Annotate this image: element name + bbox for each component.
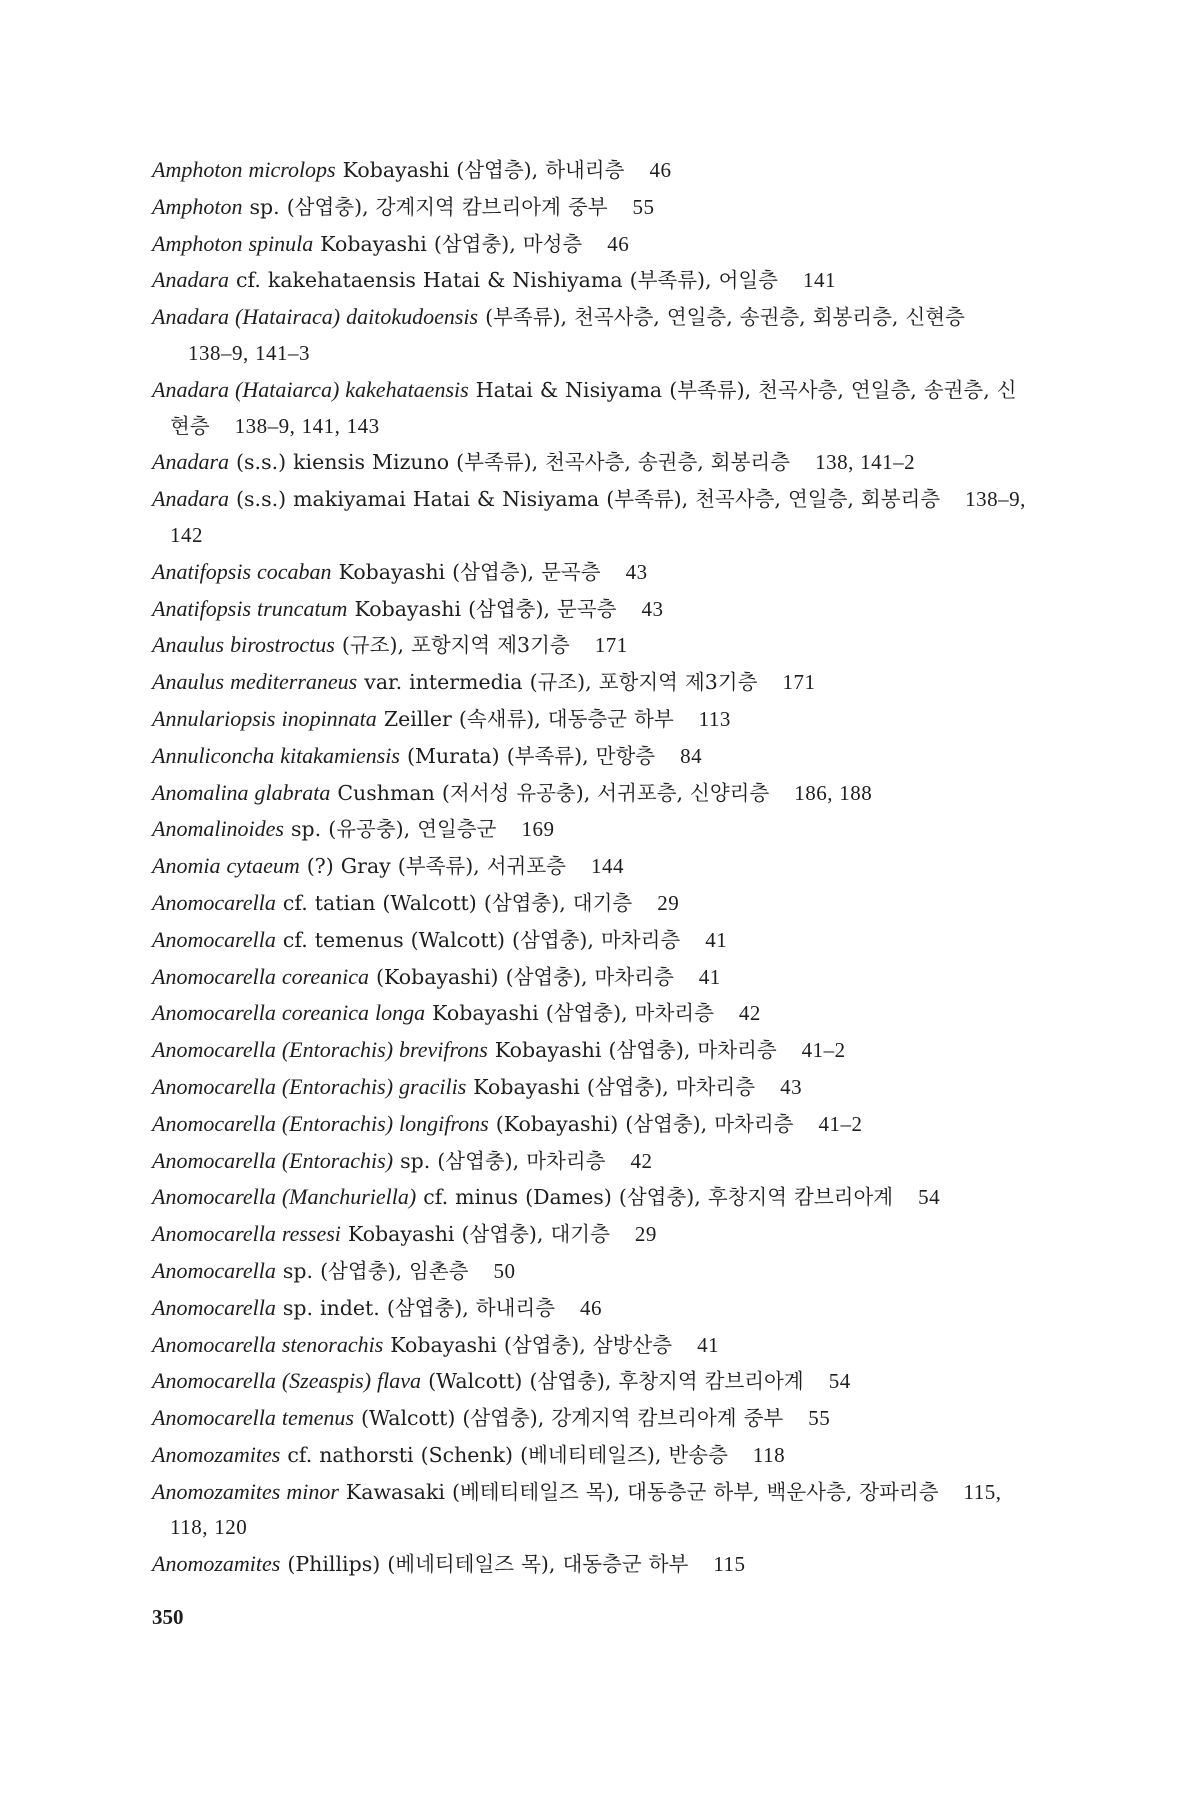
index-entry <box>152 1546 1032 1583</box>
page-references: 118 <box>752 1442 786 1467</box>
taxon-group: (삼엽충), <box>433 231 516 256</box>
page-references: 84 <box>680 743 703 768</box>
page-number: 350 <box>152 1605 184 1629</box>
author-text: (Phillips) <box>287 1552 381 1577</box>
page-references: 41 <box>697 1332 720 1357</box>
index-entry <box>152 1253 1032 1290</box>
page-references: 54 <box>828 1369 851 1394</box>
locality-text: 천곡사층, 연일층, 회봉리층 <box>695 487 941 512</box>
page-references: 186, 188 <box>794 780 873 805</box>
taxon-group: (삼엽충), <box>618 1185 701 1210</box>
index-entry <box>152 299 1032 372</box>
page-references: 54 <box>918 1185 941 1210</box>
locality-text: 강계지역 캄브리아계 중부 <box>551 1406 784 1431</box>
taxon-group: (부족류), <box>485 305 568 330</box>
page-references: 169 <box>521 817 555 842</box>
index-entry <box>152 1474 1032 1547</box>
locality-text: 강계지역 캄브리아계 중부 <box>375 194 608 219</box>
locality-text: 마차리층 <box>714 1111 794 1136</box>
taxon-group: (규조), <box>529 670 592 695</box>
index-entry <box>152 1327 1032 1364</box>
index-entry <box>152 959 1032 996</box>
page-references: 138–9, 141–3 <box>188 340 310 365</box>
taxon-group: (부족류), <box>397 854 480 879</box>
species-name: Anomocarella (Entorachis) longifrons <box>152 1110 489 1136</box>
page-references: 29 <box>657 890 680 915</box>
author-text: sp. indet. <box>282 1295 380 1320</box>
author-text: Hatai & Nisiyama <box>475 377 663 402</box>
taxon-group: (속새류), <box>458 706 541 731</box>
author-text: (s.s.) kiensis Mizuno <box>236 450 450 475</box>
locality-text: 대동층군 하부 <box>547 706 674 731</box>
species-name: Amphoton spinula <box>152 230 314 256</box>
species-name: Anomocarella (Entorachis) <box>152 1147 394 1173</box>
species-name: Anomozamites <box>152 1441 281 1467</box>
index-entry <box>152 922 1032 959</box>
locality-text: 포항지역 제3기층 <box>411 633 570 658</box>
species-name: Anadara <box>152 449 229 475</box>
locality-text: 대동층군 하부 <box>562 1552 689 1577</box>
index-entry <box>152 1106 1032 1143</box>
species-name: Annuliconcha kitakamiensis <box>152 742 400 768</box>
page-references: 41–2 <box>801 1038 846 1063</box>
page-references: 138–9, 141, 143 <box>234 413 380 438</box>
locality-text: 마차리층 <box>634 1001 714 1026</box>
locality-text: 마성층 <box>522 231 583 256</box>
index-entry <box>152 1400 1032 1437</box>
locality-text: 반송층 <box>668 1442 728 1467</box>
page-references: 43 <box>780 1074 803 1099</box>
page-references: 115, 118, 120 <box>170 1479 1002 1540</box>
index-entry-list <box>152 152 1032 1583</box>
species-name: Anomia cytaeum <box>152 853 300 879</box>
author-text: cf. temenus (Walcott) <box>282 927 505 952</box>
author-text: cf. nathorsti (Schenk) <box>287 1442 514 1467</box>
locality-text: 천곡사층, 연일층, 송권층, 신현층 <box>170 377 1017 438</box>
taxon-group: (베네티테일즈 목), <box>387 1552 556 1577</box>
species-name: Anomocarella (Manchuriella) <box>152 1184 417 1210</box>
index-entry <box>152 481 1032 554</box>
taxon-group: (삼엽충), <box>386 1295 469 1320</box>
species-name: Anomalinoides <box>152 816 284 842</box>
species-name: Anomocarella coreanica longa <box>152 1000 426 1026</box>
author-text: Kobayashi <box>354 596 462 621</box>
species-name: Anomocarella <box>152 926 276 952</box>
species-name: Anadara (Hataiarca) kakehataensis <box>152 376 469 402</box>
page-references: 46 <box>649 158 672 182</box>
species-name: Anomozamites minor <box>152 1478 339 1504</box>
species-name: Anomalina glabrata <box>152 779 331 805</box>
species-name: Anomocarella <box>152 1294 276 1320</box>
author-text: Kobayashi <box>320 231 427 256</box>
page-references: 42 <box>630 1148 653 1173</box>
index-entry <box>152 189 1032 226</box>
taxon-group: (부족류), <box>606 487 689 512</box>
page-references: 50 <box>493 1258 516 1283</box>
page-references: 171 <box>594 633 628 658</box>
page-references: 43 <box>625 559 648 584</box>
taxon-group: (베네티테일즈), <box>520 1442 662 1467</box>
locality-text: 마차리층 <box>675 1074 756 1099</box>
locality-text: 어일층 <box>718 268 778 293</box>
locality-text: 문곡층 <box>541 559 601 584</box>
page-references: 138–9, 142 <box>170 487 1026 547</box>
species-name: Anomocarella (Szeaspis) flava <box>152 1368 422 1394</box>
index-entry <box>152 738 1032 775</box>
index-entry <box>152 591 1032 628</box>
taxon-group: (유공충), <box>328 817 411 842</box>
author-text: cf. kakehataensis Hatai & Nishiyama <box>236 268 623 293</box>
index-entry <box>152 226 1032 263</box>
index-entry <box>152 1069 1032 1106</box>
index-entry <box>152 372 1032 445</box>
species-name: Anomocarella (Entorachis) brevifrons <box>152 1037 488 1063</box>
locality-text: 후창지역 캄브리아계 <box>707 1185 894 1210</box>
index-entry <box>152 1032 1032 1069</box>
taxon-group: (삼엽충), <box>320 1258 402 1283</box>
author-text: var. intermedia <box>364 670 523 695</box>
index-entry <box>152 1216 1032 1253</box>
author-text: (Walcott) <box>428 1369 523 1394</box>
species-name: Annulariopsis inopinnata <box>152 705 377 731</box>
species-name: Anomocarella (Entorachis) gracilis <box>152 1073 467 1099</box>
author-text: sp. <box>291 817 322 842</box>
locality-text: 서귀포층 <box>486 854 566 879</box>
species-name: Anaulus mediterraneus <box>152 669 358 695</box>
index-entry <box>152 554 1032 591</box>
locality-text: 대기층 <box>550 1222 610 1247</box>
taxon-group: (삼엽충), <box>529 1369 612 1394</box>
taxon-group: (삼엽충), <box>586 1074 669 1099</box>
author-text: (Walcott) <box>360 1406 456 1431</box>
taxon-group: (삼엽층), <box>456 158 539 182</box>
page-references: 144 <box>590 854 624 879</box>
taxon-group: (규조), <box>341 633 404 658</box>
index-entry <box>152 152 1032 189</box>
page-references: 115 <box>713 1552 746 1577</box>
taxon-group: (삼엽충), <box>625 1111 708 1136</box>
locality-text: 마차리층 <box>526 1148 606 1173</box>
page-references: 46 <box>607 231 630 256</box>
author-text: sp. <box>249 194 280 219</box>
taxon-group: (부족류), <box>629 268 712 293</box>
author-text: sp. <box>282 1258 314 1283</box>
index-entry <box>152 1363 1032 1400</box>
taxon-group: (삼엽충), <box>505 964 588 989</box>
taxon-group: (부족류), <box>506 743 589 768</box>
index-entry <box>152 262 1032 299</box>
taxon-group: (삼엽층), <box>452 559 535 584</box>
taxon-group: (베테티테일즈 목), <box>451 1479 621 1504</box>
page-references: 171 <box>782 670 816 695</box>
page-references: 138, 141–2 <box>815 450 916 475</box>
page-references: 42 <box>738 1001 761 1026</box>
locality-text: 대기층 <box>572 890 633 915</box>
species-name: Anadara <box>152 267 229 293</box>
locality-text: 연일층군 <box>417 817 497 842</box>
page-references: 113 <box>698 706 731 731</box>
index-entry <box>152 1179 1032 1216</box>
author-text: Kobayashi <box>390 1332 497 1357</box>
page-references: 55 <box>808 1406 831 1431</box>
index-entry <box>152 1437 1032 1474</box>
species-name: Anomocarella ressesi <box>152 1221 341 1247</box>
locality-text: 천곡사층, 연일층, 송권층, 회봉리층, 신현층 <box>574 305 965 330</box>
index-entry <box>152 701 1032 738</box>
author-text: Zeiller <box>383 706 452 731</box>
taxon-group: (부족류), <box>456 450 539 475</box>
locality-text: 천곡사층, 송권층, 회봉리층 <box>545 450 791 475</box>
page-references: 41 <box>698 964 721 989</box>
taxon-group: (삼엽충), <box>461 1222 544 1247</box>
locality-text: 문곡층 <box>557 596 617 621</box>
page-references: 41–2 <box>818 1111 863 1136</box>
page-references: 46 <box>580 1295 603 1320</box>
species-name: Anomocarella stenorachis <box>152 1331 384 1357</box>
species-name: Anomocarella coreanica <box>152 963 369 989</box>
species-name: Amphoton microlops <box>152 157 336 182</box>
author-text: Kawasaki <box>345 1479 445 1504</box>
index-entry <box>152 848 1032 885</box>
locality-text: 마차리층 <box>594 964 674 989</box>
author-text: Cushman <box>337 780 435 805</box>
author-text: cf. minus (Dames) <box>423 1185 612 1210</box>
taxon-group: (삼엽충), <box>503 1332 586 1357</box>
taxon-group: (삼엽충), <box>483 890 566 915</box>
author-text: (Murata) <box>406 743 500 768</box>
taxon-group: (삼엽충), <box>286 194 369 219</box>
author-text: cf. tatian (Walcott) <box>282 890 477 915</box>
page-references: 29 <box>634 1222 657 1247</box>
locality-text: 임촌층 <box>409 1258 469 1283</box>
index-entry <box>152 1143 1032 1180</box>
author-text: (Kobayashi) <box>376 964 499 989</box>
author-text: Kobayashi <box>473 1074 580 1099</box>
locality-text: 만항층 <box>595 743 656 768</box>
locality-text: 서귀포층, 신양리층 <box>597 780 770 805</box>
species-name: Anaulus birostroctus <box>152 632 335 658</box>
species-name: Anomocarella <box>152 889 276 915</box>
species-name: Amphoton <box>152 193 243 219</box>
species-name: Anatifopsis cocaban <box>152 558 332 584</box>
author-text: (s.s.) makiyamai Hatai & Nisiyama <box>236 487 600 512</box>
page-references: 55 <box>632 194 655 219</box>
index-entry <box>152 775 1032 812</box>
page-references: 43 <box>641 596 664 621</box>
author-text: (?) Gray <box>306 854 391 879</box>
index-entry <box>152 995 1032 1032</box>
index-entry <box>152 885 1032 922</box>
species-name: Anomocarella <box>152 1257 276 1283</box>
taxon-group: (삼엽충), <box>437 1148 520 1173</box>
species-name: Anadara (Hatairaca) daitokudoensis <box>152 304 479 330</box>
index-entry <box>152 444 1032 481</box>
index-entry <box>152 664 1032 701</box>
locality-text: 후창지역 캄브리아계 <box>618 1369 804 1394</box>
taxon-group: (저서성 유공충), <box>441 780 591 805</box>
taxon-group: (삼엽충), <box>462 1406 545 1431</box>
species-name: Anadara <box>152 486 229 512</box>
species-name: Anomocarella temenus <box>152 1405 354 1431</box>
page-references: 141 <box>803 268 837 293</box>
index-entry <box>152 1290 1032 1327</box>
taxon-group: (부족류), <box>669 377 752 402</box>
locality-text: 하내리층 <box>475 1295 556 1320</box>
locality-text: 대동층군 하부, 백운사층, 장파리층 <box>627 1479 939 1504</box>
taxon-group: (삼엽충), <box>468 596 550 621</box>
species-name: Anomozamites <box>152 1551 281 1577</box>
locality-text: 마차리층 <box>697 1038 777 1063</box>
author-text: Kobayashi <box>432 1001 539 1026</box>
author-text: Kobayashi <box>347 1222 455 1247</box>
taxon-group: (삼엽충), <box>512 927 594 952</box>
index-entry <box>152 811 1032 848</box>
author-text: Kobayashi <box>494 1038 602 1063</box>
author-text: (Kobayashi) <box>495 1111 619 1136</box>
locality-text: 포항지역 제3기층 <box>598 670 758 695</box>
locality-text: 하내리층 <box>545 158 625 182</box>
taxon-group: (삼엽충), <box>545 1001 628 1026</box>
author-text: Kobayashi <box>338 559 446 584</box>
page-references: 41 <box>705 927 728 952</box>
locality-text: 삼방산층 <box>592 1332 673 1357</box>
author-text: Kobayashi <box>342 158 450 182</box>
index-entry <box>152 627 1032 664</box>
taxon-group: (삼엽충), <box>608 1038 691 1063</box>
locality-text: 마차리층 <box>600 927 681 952</box>
species-name: Anatifopsis truncatum <box>152 595 348 621</box>
author-text: sp. <box>400 1148 431 1173</box>
